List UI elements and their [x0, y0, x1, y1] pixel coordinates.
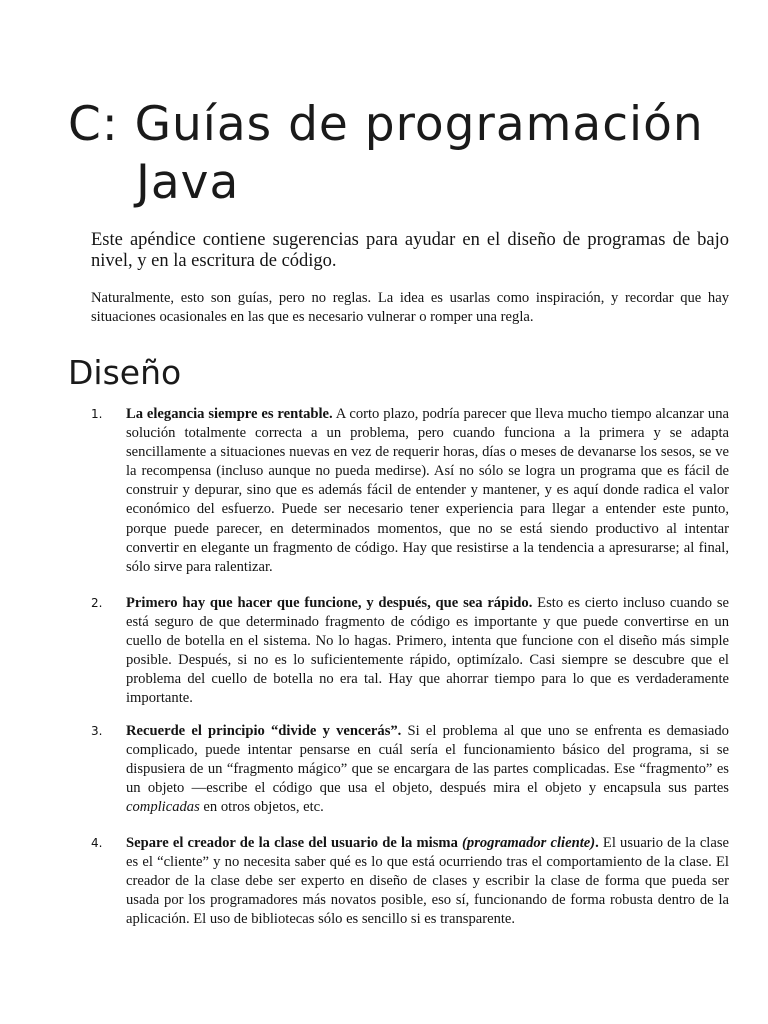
- guideline-number: 3.: [91, 724, 103, 738]
- guideline-body: [126, 834, 729, 929]
- note-paragraph: Naturalmente, esto son guías, pero no reglas. La idea es usarlas como inspiración, y recordar que hay situaciones ocasionales en las que es necesario vulnerar o romper una regla.: [91, 290, 729, 325]
- guideline-item-2: [91, 594, 729, 709]
- guideline-body: [126, 594, 729, 709]
- guideline-item-4: [91, 834, 729, 929]
- guideline-body: [126, 405, 729, 577]
- guideline-heading-italic-text: (programador cliente): [462, 835, 596, 851]
- guideline-item-1: [91, 405, 729, 577]
- guideline-text: A corto plazo, podría parecer que lleva mucho tiempo alcanzar una solución totalmente correcta a un problema, pero cuando funciona a la primera y se adapta sencillamente a situaciones nuevas en vez de requerir horas, días o meses de devanarse los sesos, se ve la recompensa (incluso aunque no pueda medirse). Así no sólo se logra un programa que es fácil de construir y depurar, sino que es además fácil de entender y mantener, y es aquí donde radica el valor económico del esfuerzo. Puede ser necesario tener experiencia para llegar a entender este punto, porque puede parecer, en determinados momentos, que no se está siendo productivo al intentar convertir en elegante un fragmento de código. Hay que resistirse a la tendencia a apresurarse; al final, sólo sirve para ralentizar.: [126, 406, 729, 575]
- guideline-heading: Separe el creador de la clase del usuario de la misma: [126, 835, 463, 851]
- guideline-heading-end: .: [595, 835, 599, 851]
- guideline-heading-end: .: [528, 595, 533, 611]
- guideline-body: [126, 722, 729, 817]
- guideline-number: 4.: [91, 836, 103, 850]
- guideline-text: Esto es cierto incluso cuando se está seguro de que determinado fragmento de código es importante y que puede convertirse en un cuello de botella en el sistema. No lo hagas. Primero, intenta que funcione con el diseño más simple posible. Después, si no es lo suficientemente rápido, optimízalo. Casi siempre se descubre que el problema del cuello de botella no era tal. Hay que ahorrar tiempo para lo que es verdaderamente importante.: [126, 595, 729, 707]
- guideline-heading: Recuerde el principio “divide y vencerás”: [126, 723, 398, 739]
- guideline-heading: Primero hay que hacer que funcione, y después, que sea rápido: [126, 595, 529, 611]
- guideline-text: Si el problema al que uno se enfrenta es demasiado complicado, puede intentar pensarse en cuál sería el funcionamiento básico del programa, si se dispusiera de un “fragmento mágico” que se encargara de las partes complicadas. Ese “fragmento” es un objeto —escribe el código que usa el objeto, después mira el objeto y encapsula sus partes: [126, 723, 729, 797]
- guideline-heading-italic: [462, 835, 595, 851]
- intro-paragraph: Este apéndice contiene sugerencias para ayudar en el diseño de programas de bajo nivel, y en la escritura de código.: [91, 230, 729, 271]
- guideline-number: 2.: [91, 596, 103, 610]
- guideline-number: 1.: [91, 407, 103, 421]
- guideline-heading: La elegancia siempre es rentable: [126, 406, 330, 422]
- guideline-item-3: [91, 722, 729, 817]
- guideline-emphasis: complicadas: [126, 799, 200, 816]
- guideline-heading-end: .: [397, 723, 402, 739]
- chapter-title-line-2: Java: [136, 155, 240, 210]
- guideline-text: El usuario de la clase es el “cliente” y no necesita saber qué es lo que está ocurriendo tras el comportamiento de la clase. El creador de la clase debe ser experto en diseño de clases y escribir la clase de forma que pueda ser usada por los programadores más novatos posible, eso sí, funcionando de forma robusta dentro de la aplicación. El uso de bibliotecas sólo es sencillo si es transparente.: [126, 835, 729, 928]
- guideline-heading-end: .: [329, 406, 333, 422]
- chapter-title-line-1: C: Guías de programación: [68, 97, 704, 152]
- guideline-text-end: en otros objetos, etc.: [199, 799, 324, 816]
- section-title: Diseño: [68, 353, 182, 392]
- chapter-title: [68, 96, 748, 212]
